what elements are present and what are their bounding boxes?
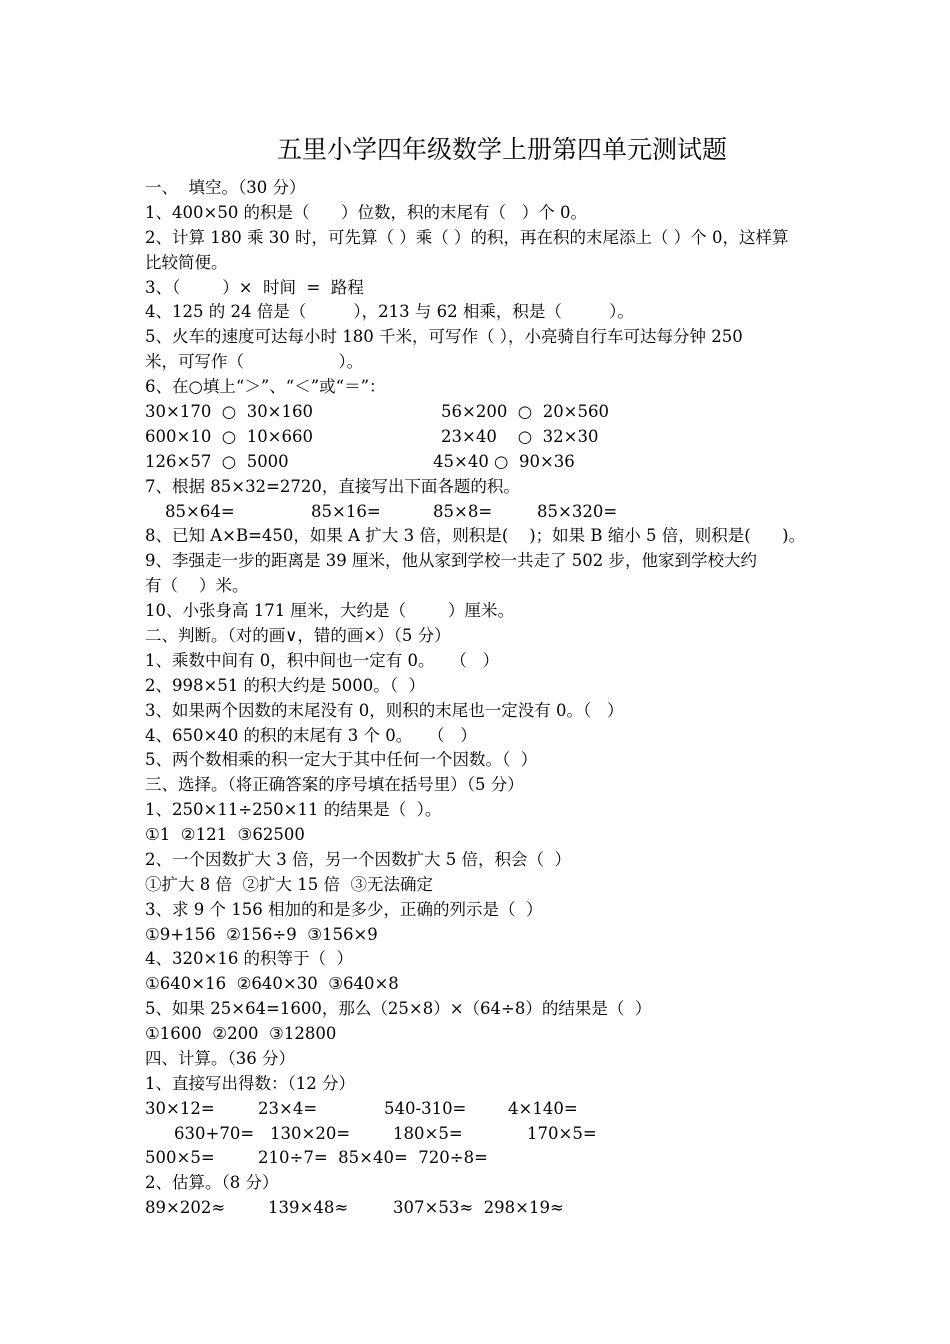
question-2-2: 2、998×51 的积大约是 5000。（ ） bbox=[145, 676, 426, 695]
question-3-2: 2、一个因数扩大 3 倍，另一个因数扩大 5 倍，积会（ ） bbox=[145, 850, 571, 869]
question-3-3: 3、求 9 个 156 相加的和是多少，正确的列示是（ ） bbox=[145, 900, 543, 919]
estimate-item: 307×53≈ 298×19≈ bbox=[393, 1198, 564, 1217]
product-item-4: 85×320= bbox=[537, 502, 618, 521]
calc-item: 500×5= bbox=[145, 1148, 215, 1167]
question-1-10: 10、小张身高 171 厘米，大约是（ ）厘米。 bbox=[145, 601, 514, 620]
question-1-2-line-1: 2、计算 180 乘 30 时，可先算（ ）乘（ ）的积，再在积的末尾添上（ ）个 0，这样算 bbox=[145, 228, 789, 247]
section-1-heading: 一、 填空。（30 分） bbox=[145, 178, 306, 197]
question-1-8: 8、已知 A×B=450，如果 A 扩大 3 倍，则积是( )；如果 B 缩小 5 倍，则积是( )。 bbox=[145, 526, 806, 545]
question-3-1-options: ①1 ②121 ③62500 bbox=[145, 825, 305, 844]
question-1-7: 7、根据 85×32=2720，直接写出下面各题的积。 bbox=[145, 477, 520, 496]
calc-item: 540-310= bbox=[384, 1099, 467, 1118]
compare-row-2-left: 600×10 ○ 10×660 bbox=[145, 427, 314, 446]
question-1-5-line-2: 米，可写作（ ）。 bbox=[145, 352, 364, 371]
question-1-3: 3、（ ）× 时间 = 路程 bbox=[145, 278, 364, 297]
calc-item: 23×4= bbox=[258, 1099, 318, 1118]
compare-row-2-right: 23×40 ○ 32×30 bbox=[441, 427, 599, 446]
question-2-3: 3、如果两个因数的末尾没有 0，则积的末尾也一定没有 0。（ ） bbox=[145, 701, 624, 720]
question-3-4-options: ①640×16 ②640×30 ③640×8 bbox=[145, 974, 399, 993]
question-3-2-options: ①扩大 8 倍 ②扩大 15 倍 ③无法确定 bbox=[145, 875, 433, 894]
estimate-item: 89×202≈ bbox=[145, 1198, 226, 1217]
question-2-1: 1、乘数中间有 0，积中间也一定有 0。 （ ） bbox=[145, 651, 499, 670]
question-1-1: 1、400×50 的积是（ ）位数，积的末尾有（ ）个 0。 bbox=[145, 203, 588, 222]
calc-item: 30×12= bbox=[145, 1099, 215, 1118]
product-item-2: 85×16= bbox=[311, 502, 381, 521]
question-1-9-line-2: 有（ ）米。 bbox=[145, 576, 249, 595]
question-1-2-line-2: 比较简便。 bbox=[145, 253, 228, 272]
question-1-5-line-1: 5、火车的速度可达每小时 180 千米，可写作（ ），小亮骑自行车可达每分钟 250 bbox=[145, 327, 743, 346]
question-1-4: 4、125 的 24 倍是（ ），213 与 62 相乘，积是（ ）。 bbox=[145, 302, 634, 321]
calc-part-1-heading: 1、直接写出得数：（12 分） bbox=[145, 1074, 355, 1093]
calc-item: 180×5= bbox=[393, 1124, 463, 1143]
question-1-6: 6、在○填上“＞”、“＜”或“＝”： bbox=[145, 377, 386, 396]
page-title: 五里小学四年级数学上册第四单元测试题 bbox=[276, 135, 727, 164]
estimate-item: 139×48≈ bbox=[268, 1198, 349, 1217]
compare-row-3-left: 126×57 ○ 5000 bbox=[145, 452, 289, 471]
calc-item: 130×20= bbox=[270, 1124, 351, 1143]
compare-row-3-right: 45×40 ○ 90×36 bbox=[433, 452, 575, 471]
question-1-9-line-1: 9、李强走一步的距离是 39 厘米，他从家到学校一共走了 502 步，他家到学校大约 bbox=[145, 551, 757, 570]
question-3-5-options: ①1600 ②200 ③12800 bbox=[145, 1024, 337, 1043]
compare-row-1-left: 30×170 ○ 30×160 bbox=[145, 402, 314, 421]
compare-row-1-right: 56×200 ○ 20×560 bbox=[441, 402, 610, 421]
question-2-5: 5、两个数相乘的积一定大于其中任何一个因数。（ ） bbox=[145, 750, 538, 769]
calc-item: 4×140= bbox=[508, 1099, 578, 1118]
calc-item: 210÷7= 85×40= 720÷8= bbox=[258, 1148, 488, 1167]
section-4-heading: 四、计算。（36 分） bbox=[145, 1049, 295, 1068]
question-3-5: 5、如果 25×64=1600，那么（25×8）×（64÷8）的结果是（ ） bbox=[145, 999, 652, 1018]
calc-part-2-heading: 2、估算。（8 分） bbox=[145, 1173, 279, 1192]
section-3-heading: 三、选择。（将正确答案的序号填在括号里）（5 分） bbox=[145, 775, 524, 794]
product-item-1: 85×64= bbox=[165, 502, 235, 521]
question-3-4: 4、320×16 的积等于（ ） bbox=[145, 949, 354, 968]
section-2-heading: 二、判断。（对的画∨，错的画×）（5 分） bbox=[145, 626, 451, 645]
product-item-3: 85×8= bbox=[433, 502, 493, 521]
question-3-3-options: ①9+156 ②156÷9 ③156×9 bbox=[145, 925, 378, 944]
calc-item: 630+70= bbox=[174, 1124, 255, 1143]
question-2-4: 4、650×40 的积的末尾有 3 个 0。 （ ） bbox=[145, 726, 477, 745]
calc-item: 170×5= bbox=[527, 1124, 597, 1143]
question-3-1: 1、250×11÷250×11 的结果是（ ）。 bbox=[145, 800, 442, 819]
